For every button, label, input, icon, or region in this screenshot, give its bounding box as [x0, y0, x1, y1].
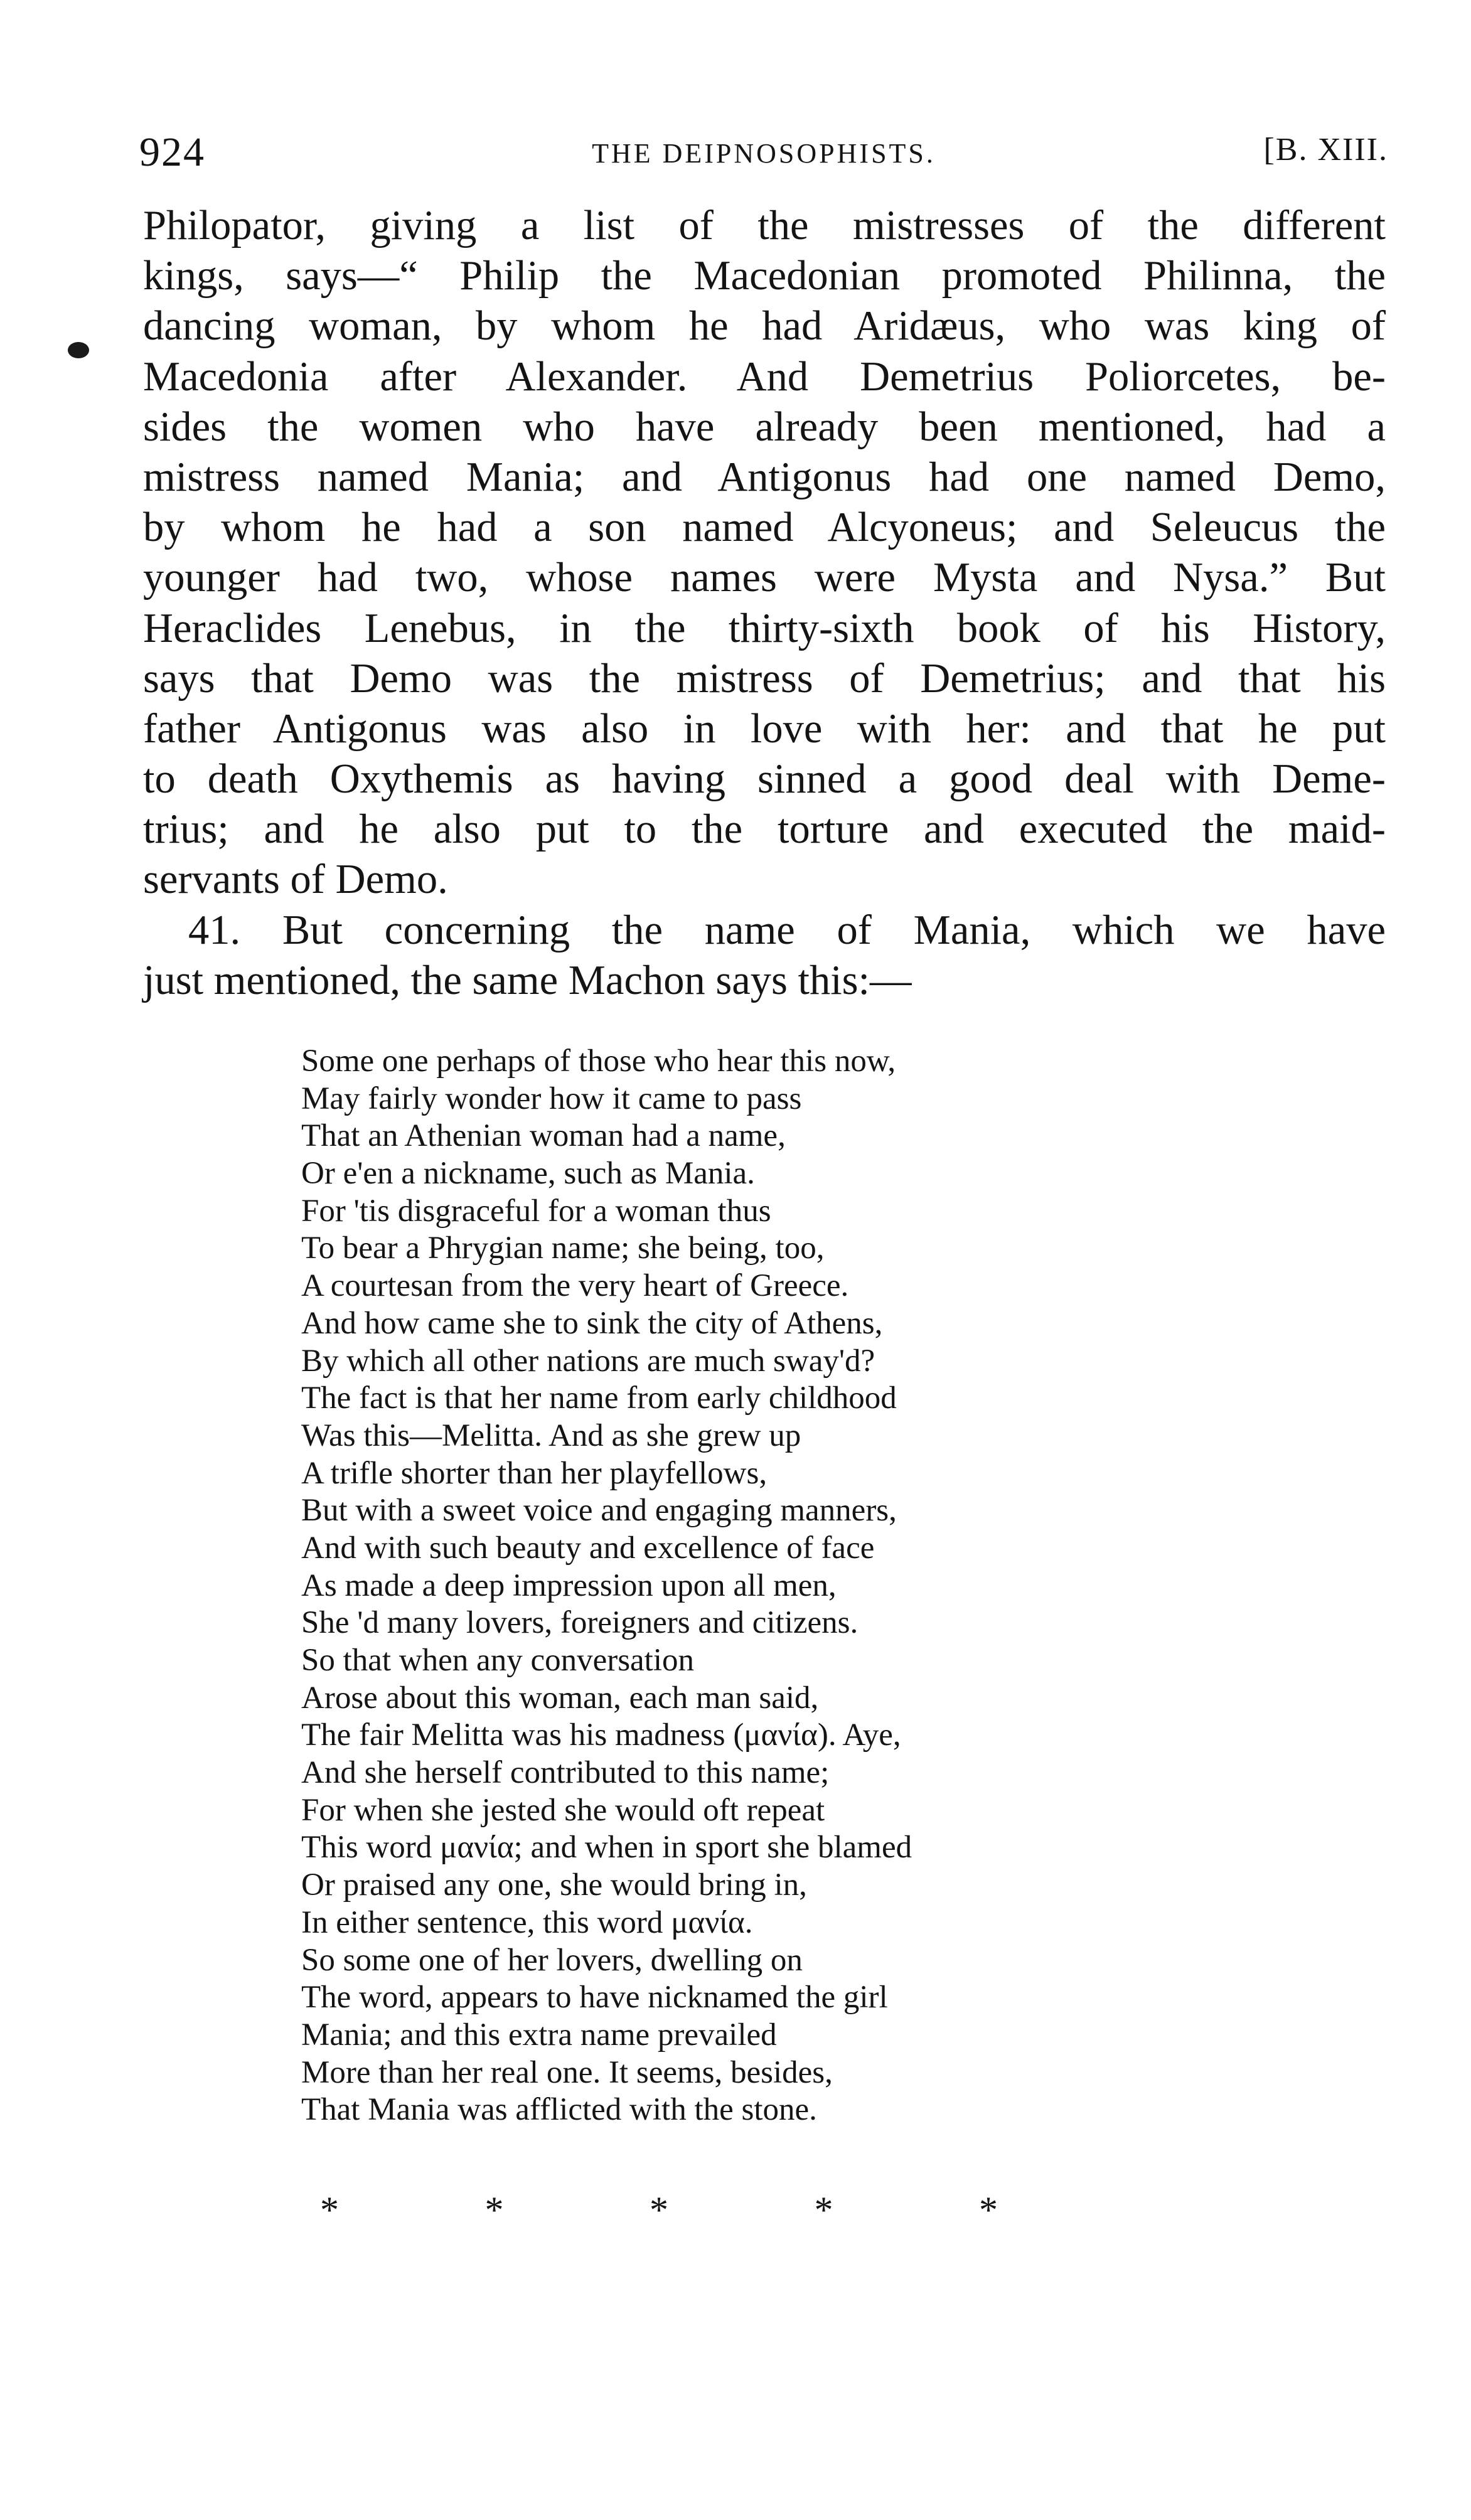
book-reference: [B. XIII. [1263, 132, 1388, 168]
verse-line: So that when any conversation [301, 1643, 695, 1678]
verse-line: The fact is that her name from early childhood [301, 1380, 897, 1416]
verse-line: That Mania was afflicted with the stone. [301, 2092, 817, 2128]
verse-line: And how came she to sink the city of Athens, [301, 1305, 883, 1341]
prose-line: mistress named Mania; and Antigonus had one named Demo, [143, 454, 1386, 500]
verse-line: Some one perhaps of those who hear this now, [301, 1044, 896, 1079]
prose-line: kings, says—“ Philip the Macedonian promoted Philinna, the [143, 253, 1386, 299]
prose-line-section-41: 41. But concerning the name of Mania, which we have [188, 907, 1386, 953]
prose-line: by whom he had a son named Alcyoneus; and Seleucus the [143, 505, 1386, 551]
verse-quotation [301, 1043, 1199, 2129]
verse-line: For 'tis disgraceful for a woman thus [301, 1193, 771, 1229]
verse-line: And with such beauty and excellence of face [301, 1530, 875, 1566]
verse-line: The fair Melitta was his madness (μανία). Aye, [301, 1717, 901, 1753]
verse-line: To bear a Phrygian name; she being, too, [301, 1231, 825, 1266]
verse-line: She 'd many lovers, foreigners and citizens. [301, 1605, 859, 1641]
verse-line: May fairly wonder how it came to pass [301, 1081, 802, 1116]
verse-line: Was this—Melitta. And as she grew up [301, 1418, 801, 1453]
verse-line: For when she jested she would oft repeat [301, 1792, 825, 1828]
prose-line: says that Demo was the mistress of Demetrius; and that his [143, 655, 1386, 702]
verse-line: That an Athenian woman had a name, [301, 1118, 786, 1154]
asterisk: * [320, 2189, 339, 2231]
asterisk: * [650, 2189, 668, 2231]
page-number: 924 [139, 129, 205, 175]
verse-line: The word, appears to have nicknamed the girl [301, 1980, 888, 2015]
asterisk: * [979, 2189, 998, 2231]
verse-line: A trifle shorter than her playfellows, [301, 1455, 768, 1491]
verse-line: By which all other nations are much sway'd? [301, 1343, 875, 1379]
page-header [139, 129, 1388, 191]
verse-line: Mania; and this extra name prevailed [301, 2017, 777, 2053]
verse-line: But with a sweet voice and engaging manners, [301, 1493, 897, 1529]
prose-paragraphs [143, 201, 1386, 1006]
prose-line: father Antigonus was also in love with her: and that he put [143, 705, 1386, 752]
prose-line: servants of Demo. [143, 857, 448, 903]
prose-line: to death Oxythemis as having sinned a good deal with Deme- [143, 756, 1386, 803]
verse-line: As made a deep impression upon all men, [301, 1567, 837, 1603]
prose-line: sides the women who have already been mentioned, had a [143, 403, 1386, 450]
running-title: THE DEIPNOSOPHISTS. [592, 138, 936, 169]
lacuna-asterisks [320, 2189, 998, 2232]
verse-line: And she herself contributed to this name; [301, 1755, 830, 1791]
verse-line: A courtesan from the very heart of Greece. [301, 1268, 849, 1304]
verse-line: More than her real one. It seems, besides, [301, 2054, 833, 2090]
verse-line: Or e'en a nickname, such as Mania. [301, 1156, 755, 1192]
prose-line: Philopator, giving a list of the mistresses of the different [143, 203, 1386, 248]
prose-line: younger had two, whose names were Mysta and Nysa.” But [143, 555, 1386, 601]
prose-line: Macedonia after Alexander. And Demetrius Poliorcetes, be- [143, 353, 1386, 400]
verse-line: This word μανία; and when in sport she blamed [301, 1830, 912, 1866]
prose-line: trius; and he also put to the torture and executed the maid- [143, 806, 1386, 853]
verse-line: Or praised any one, she would bring in, [301, 1867, 807, 1903]
prose-line: just mentioned, the same Machon says this:— [143, 957, 912, 1003]
verse-line: In either sentence, this word μανία. [301, 1904, 753, 1940]
prose-line: dancing woman, by whom he had Aridæus, who was king of [143, 303, 1386, 350]
asterisk: * [814, 2189, 833, 2231]
margin-ink-mark [68, 342, 89, 358]
verse-line: Arose about this woman, each man said, [301, 1680, 819, 1716]
prose-line: Heraclides Lenebus, in the thirty-sixth book of his History, [143, 605, 1386, 651]
verse-line: So some one of her lovers, dwelling on [301, 1942, 803, 1978]
asterisk: * [484, 2189, 504, 2231]
